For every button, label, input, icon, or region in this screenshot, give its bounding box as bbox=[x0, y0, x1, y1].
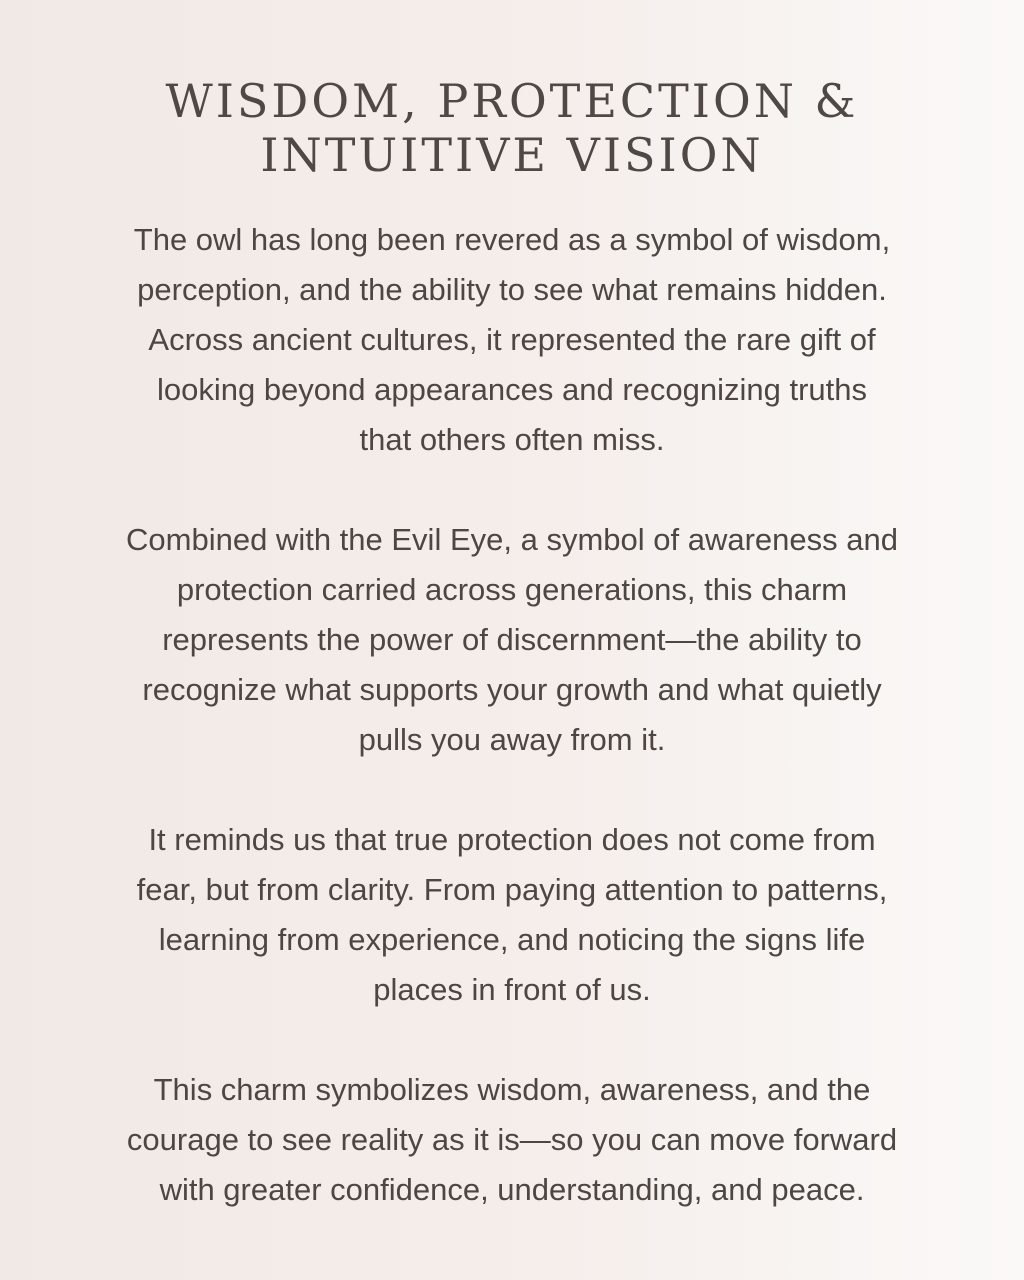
paragraph-evil-eye bbox=[0, 515, 1024, 765]
text-line: looking beyond appearances and recognizing truths bbox=[156, 372, 868, 407]
text-line: This charm symbolizes wisdom, awareness, and the bbox=[153, 1072, 871, 1107]
text-line: places in front of us. bbox=[373, 972, 651, 1007]
page-title-line-2: INTUITIVE VISION bbox=[260, 128, 764, 182]
text-line: fear, but from clarity. From paying attention to patterns, bbox=[136, 872, 888, 907]
paragraph-owl-symbolism bbox=[0, 215, 1024, 465]
text-line: recognize what supports your growth and what quietly bbox=[142, 672, 882, 707]
text-line: The owl has long been revered as a symbol of wisdom, bbox=[133, 222, 891, 257]
body-text bbox=[0, 215, 1024, 1215]
text-line: Across ancient cultures, it represented the rare gift of bbox=[148, 322, 876, 357]
page-title-line-1: WISDOM, PROTECTION & bbox=[165, 74, 859, 128]
text-line: Combined with the Evil Eye, a symbol of awareness and bbox=[126, 522, 898, 557]
text-line: It reminds us that true protection does not come from bbox=[148, 822, 876, 857]
page-title bbox=[32, 74, 992, 182]
text-line: protection carried across generations, this charm bbox=[176, 572, 848, 607]
text-line: courage to see reality as it is—so you can move forward bbox=[126, 1122, 898, 1157]
paragraph-true-protection bbox=[0, 815, 1024, 1015]
text-line: represents the power of discernment—the ability to bbox=[162, 622, 862, 657]
text-line: learning from experience, and noticing the signs life bbox=[158, 922, 866, 957]
text-line: with greater confidence, understanding, and peace. bbox=[159, 1172, 865, 1207]
text-line: pulls you away from it. bbox=[358, 722, 666, 757]
text-line: perception, and the ability to see what remains hidden. bbox=[137, 272, 887, 307]
text-line: that others often miss. bbox=[359, 422, 665, 457]
paragraph-charm-meaning bbox=[0, 1065, 1024, 1215]
